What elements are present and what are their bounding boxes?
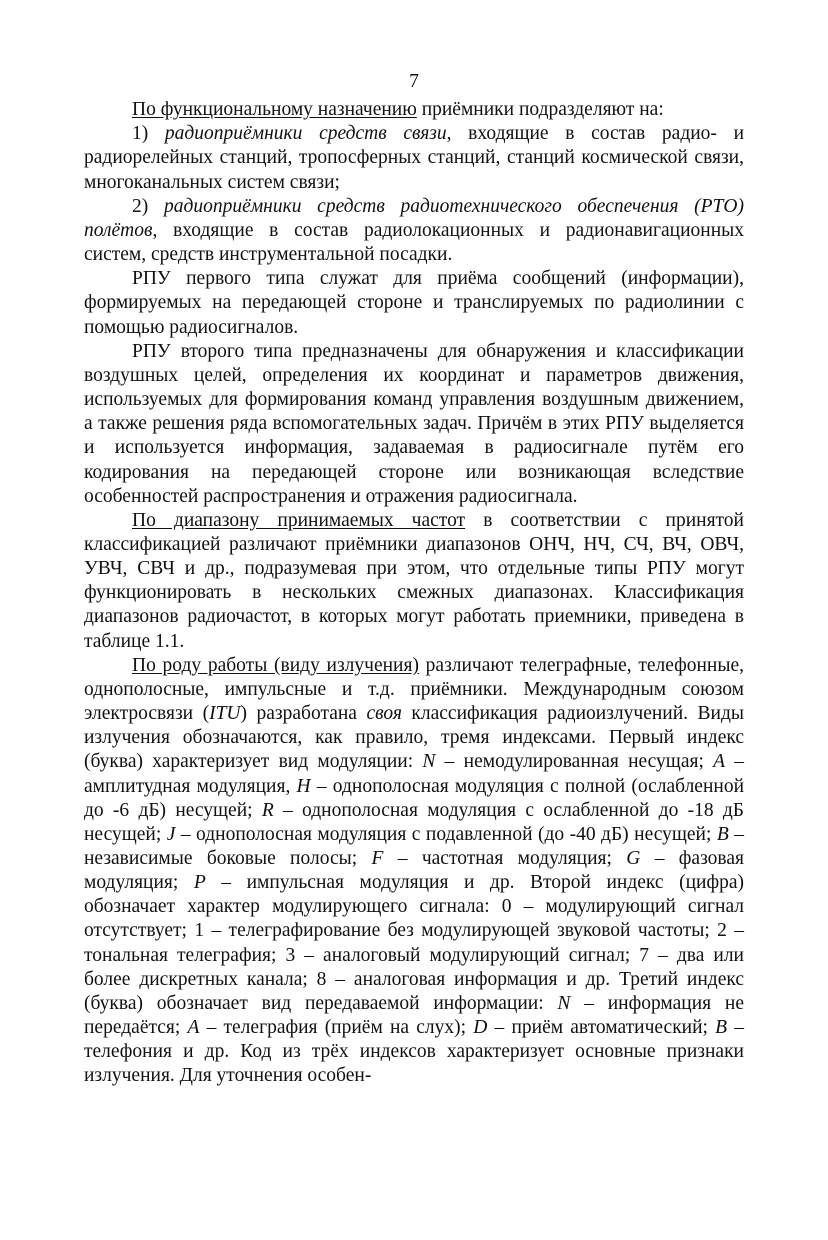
text-run: РПУ первого типа служат для приёма сообщений (информации), формируемых на передающей стороне и транслируемых по радиолинии с помощью радиосигналов. (84, 268, 744, 338)
paragraph (84, 509, 744, 654)
paragraph (84, 98, 744, 122)
italic-text: F (371, 848, 384, 869)
italic-text: H (296, 775, 311, 797)
italic-text: N (422, 751, 436, 773)
text-run: – фазовая модуляция; (84, 848, 745, 894)
text-run: – немодулированная несущая; (435, 751, 714, 773)
underlined-heading-text: По роду работы (виду излучения) (132, 654, 419, 676)
text-run: , входящие в состав радио- и радиорелейных станций, тропосферных станций, станций космической связи, многоканальных систем связи; (84, 123, 745, 193)
italic-text: своя (366, 703, 402, 725)
underlined-heading-text: По функциональному назначению (132, 99, 417, 121)
text-run: классификация радиоизлучений. Виды излучения обозначаются, как правило, тремя индексами. Первый индекс (буква) характеризует вид модуляции: (84, 703, 745, 773)
text-run: – однополосная модуляция с подавленной (до -40 дБ) несущей; (175, 823, 717, 845)
italic-text: G (626, 848, 641, 869)
body-text (84, 98, 744, 1088)
italic-text: радиоприёмники средств связи (164, 123, 447, 145)
text-run: – независимые боковые полосы; (84, 823, 744, 869)
underlined-heading-text: По диапазону принимаемых частот (132, 509, 466, 531)
text-run: , входящие в состав радиолокационных и радионавигационных систем, средств инструментальной посадки. (84, 219, 744, 266)
italic-text: радиоприёмники средств радиотехнического обеспечения (РТО) полётов (84, 195, 744, 241)
italic-text: A (187, 1017, 200, 1039)
paragraph (84, 340, 744, 509)
paragraph (84, 654, 744, 1089)
text-run: – амплитудная модуляция, (84, 751, 745, 797)
text-run: – частотная модуляция; (383, 848, 627, 869)
italic-text: B (715, 1017, 728, 1039)
text-run: различают телеграфные, телефонные, однополосные, импульсные и т.д. приёмники. Международным союзом электросвязи ( (84, 654, 745, 725)
italic-text: D (473, 1017, 488, 1039)
page-number: 7 (409, 71, 419, 92)
text-run: РПУ второго типа предназначены для обнаружения и классификации воздушных целей, определения их координат и параметров движения, используемых для формирования команд управления воздушным движением, а также решения ряда вспомогательных задач. Причём в этих РПУ выделяется и используется информация, задаваемая в радиосигнале путём его кодирования на передающей стороне или возникающая вследствие особенностей распространения и отражения радиосигнала. (84, 340, 744, 507)
italic-text: J (166, 823, 176, 845)
italic-text: P (193, 872, 206, 894)
italic-text: ITU (209, 703, 241, 725)
text-run: – информация не передаётся; (84, 992, 744, 1039)
text-run: – однополосная модуляция с ослабленной до -18 дБ несущей; (84, 799, 744, 845)
text-run: – однополосная модуляция с полной (ослабленной до -6 дБ) несущей; (84, 775, 745, 821)
paragraph (84, 195, 744, 267)
italic-text: A (713, 751, 726, 773)
text-run: 2) (132, 195, 164, 217)
text-run: – телеграфия (приём на слух); (199, 1017, 474, 1039)
italic-text: N (557, 992, 571, 1014)
paragraph (84, 122, 744, 194)
text-run: – телефония и др. Код из трёх индексов характеризует основные признаки излучения. Для уточнения особен- (84, 1017, 744, 1087)
paragraph (84, 267, 744, 339)
text-run: приёмники подразделяют на: (416, 99, 664, 121)
text-run: ) разработана (240, 703, 367, 725)
text-run: – импульсная модуляция и др. Второй индекс (цифра) обозначает характер модулирующего сигнала: 0 – модулирующий сигнал отсутствует; 1 – телеграфирование без модулирующей звуковой частоты; 2 – тональная телеграфия; 3 – аналоговый модулирующий сигнал; 7 – два или более дискретных канала; 8 – аналоговая информация и др. Третий индекс (буква) обозначает вид передаваемой информации: (84, 872, 744, 1014)
italic-text: B (716, 823, 729, 845)
italic-text: R (261, 799, 274, 821)
text-run: 1) (132, 123, 165, 145)
text-run: в соответствии с принятой классификацией различают приёмники диапазонов ОНЧ, НЧ, СЧ, ВЧ, ОВЧ, УВЧ, СВЧ и др., подразумевая при этом, что отдельные типы РПУ могут функционировать в нескольких смежных диапазонах. Классификация диапазонов радиочастот, в которых могут работать приемники, приведена в таблице 1.1. (84, 509, 744, 652)
text-run: – приём автоматический; (487, 1017, 716, 1039)
